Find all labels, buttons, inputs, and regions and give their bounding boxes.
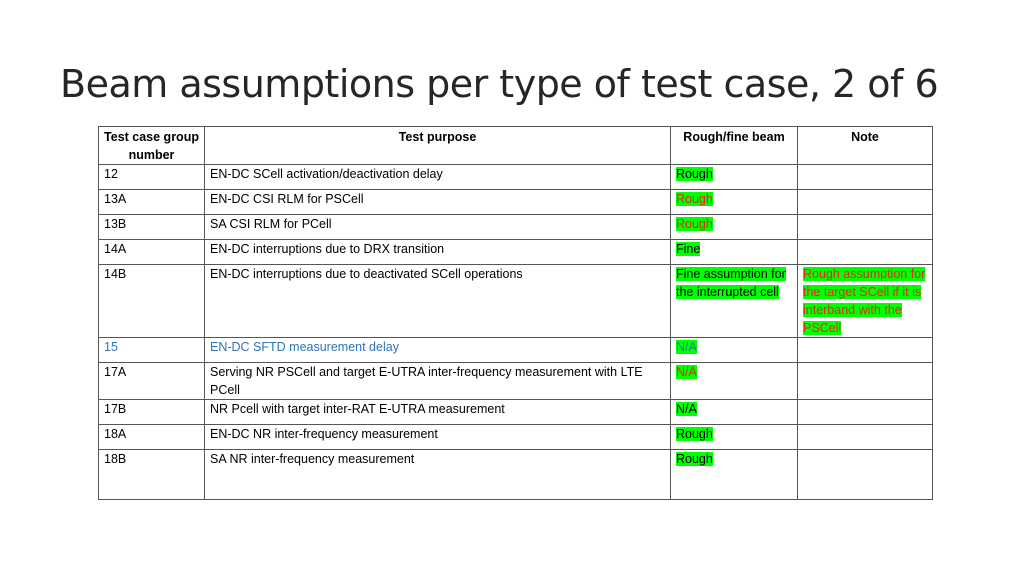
cell-beam <box>671 190 798 215</box>
cell-note <box>798 165 933 190</box>
beam-value: Rough <box>676 167 713 181</box>
cell-beam <box>671 165 798 190</box>
header-group: Test case group number <box>99 127 205 165</box>
table-row <box>99 363 933 400</box>
beam-value: N/A <box>676 365 697 379</box>
cell-purpose: SA NR inter-frequency measurement <box>205 450 671 500</box>
cell-group: 14A <box>99 240 205 265</box>
table-row <box>99 450 933 500</box>
table-row <box>99 215 933 240</box>
table-header-row <box>99 127 933 165</box>
slide-title: Beam assumptions per type of test case, 2 of 6 <box>60 62 939 106</box>
cell-beam <box>671 450 798 500</box>
cell-beam <box>671 240 798 265</box>
cell-group: 12 <box>99 165 205 190</box>
cell-group: 17A <box>99 363 205 400</box>
cell-note <box>798 338 933 363</box>
cell-purpose: SA CSI RLM for PCell <box>205 215 671 240</box>
cell-group: 17B <box>99 400 205 425</box>
beam-value: N/A <box>676 340 697 354</box>
cell-beam <box>671 400 798 425</box>
cell-beam <box>671 425 798 450</box>
cell-group: 13A <box>99 190 205 215</box>
header-note: Note <box>798 127 933 165</box>
beam-value: N/A <box>676 402 697 416</box>
cell-note <box>798 400 933 425</box>
cell-purpose: EN-DC SFTD measurement delay <box>205 338 671 363</box>
cell-group: 18B <box>99 450 205 500</box>
cell-note <box>798 425 933 450</box>
header-purpose: Test purpose <box>205 127 671 165</box>
table-row <box>99 338 933 363</box>
table-row <box>99 400 933 425</box>
table-row <box>99 240 933 265</box>
cell-beam <box>671 215 798 240</box>
cell-purpose: NR Pcell with target inter-RAT E-UTRA measurement <box>205 400 671 425</box>
beam-value: Fine <box>676 242 701 256</box>
table-row <box>99 265 933 338</box>
cell-note <box>798 240 933 265</box>
cell-purpose: EN-DC NR inter-frequency measurement <box>205 425 671 450</box>
table-row <box>99 190 933 215</box>
cell-note <box>798 190 933 215</box>
cell-beam <box>671 363 798 400</box>
cell-beam <box>671 265 798 338</box>
cell-group: 18A <box>99 425 205 450</box>
cell-note <box>798 265 933 338</box>
table-row <box>99 425 933 450</box>
beam-value: Fine assumption for the interrupted cell <box>676 267 786 299</box>
table-row <box>99 165 933 190</box>
cell-note <box>798 215 933 240</box>
cell-purpose: EN-DC SCell activation/deactivation delay <box>205 165 671 190</box>
cell-group: 14B <box>99 265 205 338</box>
beam-value: Rough <box>676 427 713 441</box>
cell-group: 13B <box>99 215 205 240</box>
cell-purpose: EN-DC interruptions due to deactivated SCell operations <box>205 265 671 338</box>
cell-note <box>798 363 933 400</box>
cell-beam <box>671 338 798 363</box>
cell-purpose: EN-DC interruptions due to DRX transition <box>205 240 671 265</box>
beam-value: Rough <box>676 452 713 466</box>
beam-value: Rough <box>676 217 713 231</box>
cell-purpose: EN-DC CSI RLM for PSCell <box>205 190 671 215</box>
cell-note <box>798 450 933 500</box>
cell-purpose: Serving NR PSCell and target E-UTRA inter-frequency measurement with LTE PCell <box>205 363 671 400</box>
beam-value: Rough <box>676 192 713 206</box>
header-beam: Rough/fine beam <box>671 127 798 165</box>
cell-group: 15 <box>99 338 205 363</box>
note-value: Rough assumption for the target SCell if it is interband with the PSCell <box>803 267 926 335</box>
beam-assumptions-table <box>98 126 933 500</box>
